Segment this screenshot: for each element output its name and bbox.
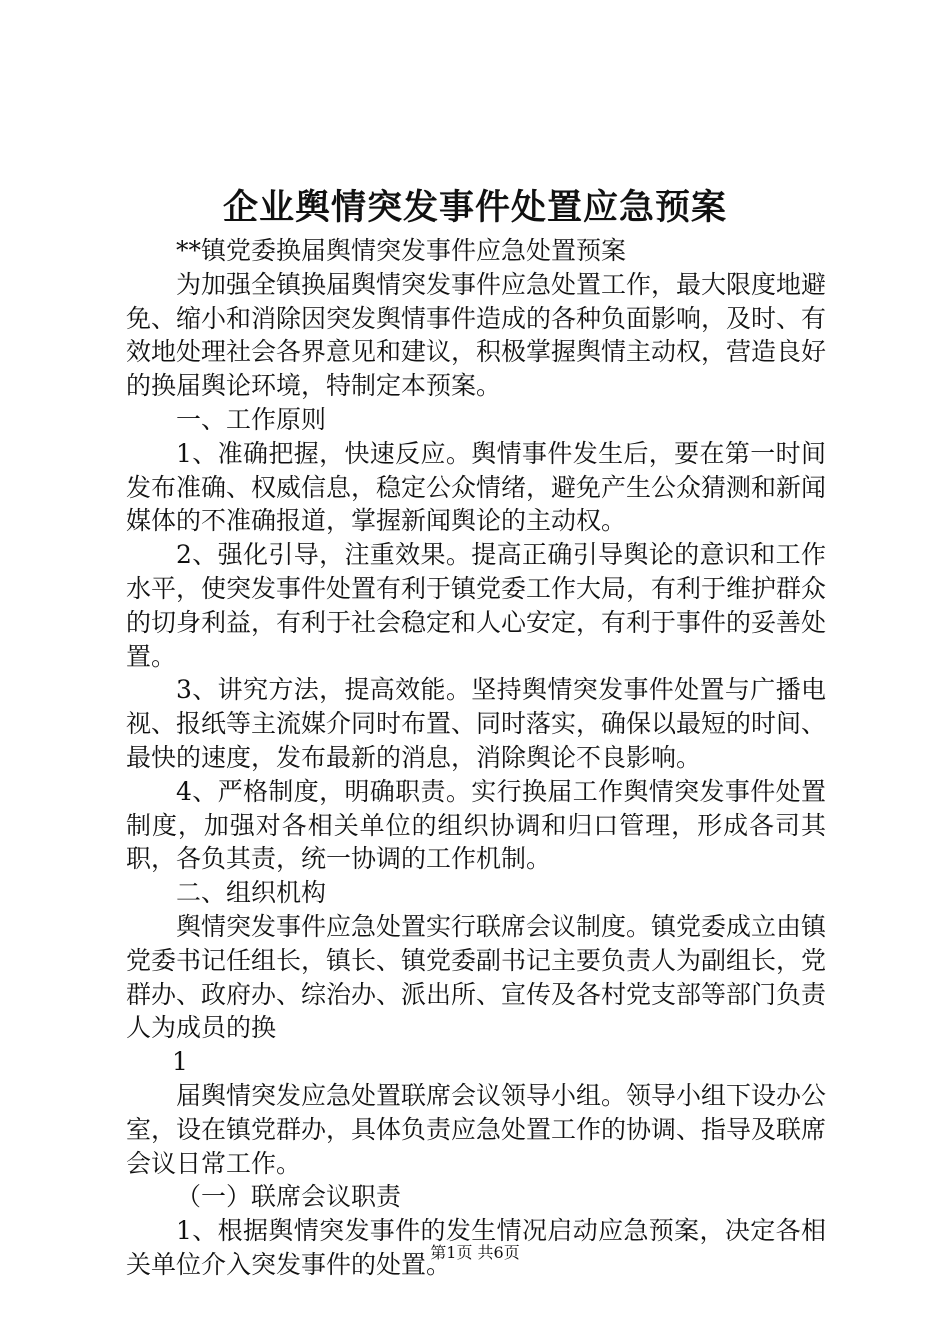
principle-2-paragraph: 2、强化引导，注重效果。提高正确引导舆论的意识和工作水平，使突发事件处置有利于镇党委工作大局，有利于维护群众的切身利益，有利于社会稳定和人心安定，有利于事件的妥善处置。 <box>126 540 827 671</box>
document-title: 企业舆情突发事件处置应急预案 <box>222 187 727 228</box>
duty-1-paragraph: 1、根据舆情突发事件的发生情况启动应急预案，决定各相关单位介入突发事件的处置。 <box>126 1216 826 1279</box>
principle-1-paragraph: 1、准确把握，快速反应。舆情事件发生后，要在第一时间发布准确、权威信息，稳定公众情绪，避免产生公众猜测和新闻媒体的不准确报道，掌握新闻舆论的主动权。 <box>126 438 827 536</box>
document-body <box>126 234 826 1282</box>
subtitle-paragraph: **镇党委换届舆情突发事件应急处置预案 <box>176 236 627 265</box>
principle-3-paragraph: 3、讲究方法，提高效能。坚持舆情突发事件处置与广播电视、报纸等主流媒介同时布置、同时落实，确保以最短的时间、最快的速度，发布最新的消息，消除舆论不良影响。 <box>126 675 827 772</box>
intro-paragraph: 为加强全镇换届舆情突发事件应急处置工作，最大限度地避免、缩小和消除因突发舆情事件造成的各种负面影响，及时、有效地处理社会各界意见和建议，积极掌握舆情主动权，营造良好的换届舆论环境，特制定本预案。 <box>126 269 827 401</box>
section-heading-organization: 二、组织机构 <box>176 878 327 908</box>
principle-4-paragraph: 4、严格制度，明确职责。实行换届工作舆情突发事件处置制度，加强对各相关单位的组织协调和归口管理，形成各司其职，各负其责，统一协调的工作机制。 <box>126 776 826 874</box>
organization-continued-paragraph: 届舆情突发应急处置联席会议领导小组。领导小组下设办公室，设在镇党群办，具体负责应急处置工作的协调、指导及联席会议日常工作。 <box>126 1080 827 1178</box>
page-footer: 第1页 共6页 <box>430 1243 520 1262</box>
inline-page-number: 1 <box>172 1047 188 1077</box>
organization-paragraph: 舆情突发事件应急处置实行联席会议制度。镇党委成立由镇党委书记任组长，镇长、镇党委副书记主要负责人为副组长，党群办、政府办、综治办、派出所、宣传及各村党支部等部门负责人为成员的换 <box>126 911 827 1043</box>
subsection-heading-duties: （一）联席会议职责 <box>176 1182 402 1212</box>
section-heading-principles: 一、工作原则 <box>176 404 327 434</box>
